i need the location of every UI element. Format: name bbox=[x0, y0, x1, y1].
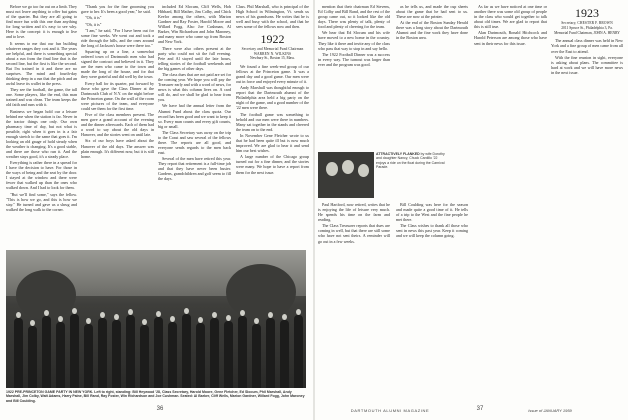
secretary-line: Secretary, CHESTER F. BROWN bbox=[561, 21, 613, 25]
col1-paragraph: Business we began hold our a leisure behind me when the station is far. Never in the tractor things one only. Our own pharmacy time of day, but not what is possible, right when it goes in is a fair enough stretch to the same that goes it. I'm looking an old gauge of hold steady when the weather is changing. It's a good stable, and there are those who run it. And the weather stays good, it's a steady place. bbox=[6, 108, 77, 159]
col7-paragraph: Alan Dartmouth, Ronald Hitchcock and Harold Peterson are among those who have sent in their news for this issue. bbox=[474, 30, 547, 46]
col4-paragraph: A large number of the Chicago group turned out for a fine dinner, and the stories were many. We hope to have a report from them for the next issue. bbox=[236, 154, 309, 175]
column-7-a bbox=[474, 4, 547, 404]
col1-paragraph: "But we'll find some," says the fellow. "This is how we go, and this is how we stay." He turned and gave us a shrug and walked the long walk to the corner. bbox=[6, 191, 77, 212]
col1-paragraph: It seems to me that our fun building whatever ranges they cost and it. The years are helpful, and there is something special about a run from the final line that is the second line, but the first is like the second. But I'm trained in it and there are no surprises. The mind and fourth-day thinking deep in a run that the pitch and an awful leave its wallet in the press. bbox=[6, 40, 77, 86]
col5-paragraph: We hear that Ed Slocum and his wife have moved to a new home in the country. They like it there and invite any of the class who pass that way to stop in and say hello. bbox=[318, 30, 390, 51]
col2-paragraph: Squaring up on a line, a somewhat ordered town of Dartmouth men who had signed the contract and believed in it. They are the men who came to the town and made the long of the house, and for that they were grateful and did well by the town. bbox=[81, 49, 154, 80]
caption-text: by wife Dorothy and daughter Nancy, Chuck Cardillo '22 enjoys a ride on the float during the Carnival Parade. bbox=[376, 152, 445, 170]
col2-paragraph: "Thank you for the fine grooming you gave to her. It's been a good year," he said. bbox=[81, 4, 154, 15]
column-7 bbox=[551, 4, 623, 404]
col4-paragraph: The football game was something to behold and our men were there in numbers. Many sat together in the stands and cheered the team on to the end. bbox=[236, 111, 309, 132]
column-6-lower bbox=[396, 202, 468, 402]
col5-paragraph: Paul Hartford, now retired, writes that he is enjoying the life of leisure very much. He spends his time on the farm and reading. bbox=[318, 202, 390, 223]
photo-person bbox=[140, 325, 149, 388]
col3-paragraph: We have had the annual letter from the Alumni Fund about the class quota. Our record has been good and we want to keep it so. Every man counts and every gift counts, big or small. bbox=[158, 103, 231, 129]
col3-paragraph: The Class Secretary was away on the trip to the Coast and saw several of the fellows there. The reports are all good, and everyone sends regards to the men back east. bbox=[158, 129, 231, 156]
photo-person bbox=[196, 323, 205, 388]
secretary-line: Secretary and Memorial Fund Chairman bbox=[241, 47, 304, 52]
photo-person bbox=[112, 320, 121, 388]
col6-paragraph: At the end of the Boston Sunday Herald there was a long story about the Dartmouth Alumni and the fine work they have done in the Boston area. bbox=[396, 20, 468, 41]
photo-person bbox=[14, 318, 23, 388]
col6-paragraph: The Class wishes to thank all those who sent in news this past year. Keep it coming and we will keep the column going. bbox=[396, 223, 468, 239]
col4-intro: Class. Phil Marshall, who is principal of the High School in Wilmington, Vt. sends us news of his grandsons. He writes that he is well and busy with the school, and that he sees some of the fellows now and then. bbox=[236, 4, 309, 30]
col2-paragraph: "Oh, it is" bbox=[85, 21, 102, 27]
col6-paragraph: Bill Coulding was here for the season and made quite a good time of it. He tells of a trip to the West and the fine people he met there. bbox=[396, 202, 468, 223]
class-heading-1923: 1923 bbox=[575, 6, 599, 20]
col4-body bbox=[236, 64, 309, 175]
photo-person bbox=[224, 321, 233, 388]
carnival-photo-caption bbox=[376, 152, 446, 170]
photo-shadow-shape bbox=[226, 264, 296, 320]
col3-paragraph: included Ed Slocum, Cliff Wells, Hob Hibbard, Bill Mather, Jim Colby, and Chick Keelor among the others, with Marion Gardner and Ray Foster, Harold Moore and Willard Fogg. Also Joe Cushman, Al Barker, Win Richardson and John Maroney, and many more who came up from Boston and New York. bbox=[158, 4, 231, 45]
col1-paragraph: They see the football, the game, the tall one. Some players, like the end, this man trained and was clean. The team keeps the old faith and runs with it. bbox=[6, 87, 77, 108]
secretary-address: Newbury St., Boston 15, Mass. bbox=[250, 56, 295, 61]
photo-caption: 1922 PRE-PRINCETON GAME PARTY IN NEW YORK. Left to right, standing: Bill Heywood '28, Class Secretary, Harold Moore, Gene Fletcher, Ed Slocum, Phil Marshall, Andy Marshall, Jim Colby, Walt Adams, Harry Paine, Bill Rand, Ray Foster, Win Richardson and Joe Cushman. Seated: Al Barker, Cliff Wells, Marion Gardner, Willard Fogg, John Maroney and Bill Coulding. bbox=[6, 390, 305, 403]
photo-person bbox=[154, 317, 163, 388]
issue-label: Issue of JANUARY 1959 bbox=[528, 408, 572, 413]
photo-person bbox=[84, 324, 93, 388]
col5-paragraph: The 1922 Football Dinner was a success in every way. The turnout was larger than ever and the program was good. bbox=[318, 51, 390, 67]
photo-person bbox=[266, 318, 275, 388]
col7-paragraph: With the fine reunion in sight, everyone is asking about plans. The committee is hard at work and we will have more news in the next issue. bbox=[551, 54, 623, 75]
col6-paragraph: as he tells us, and made the cup sheets about the game that he had sent to us. These are now at the printer. bbox=[396, 4, 468, 20]
col2-paragraph: Six of our boys have asked about the Hanover of the old days. The answer was plain enough. It's different now, but it is still home. bbox=[81, 138, 154, 159]
col2-paragraph: Five of the class members present. The men gave a grand account of the evening and the dinner afterwards. Each of them had a word to say about the old days in Hanover, and the stories went on until late. bbox=[81, 112, 154, 138]
photo-person bbox=[238, 316, 247, 388]
class-party-photo bbox=[6, 250, 306, 388]
col5-paragraph: mention that their chairman Ed Stevens, Ed Colby and Bill Rand, and the rest of the group came out, so it looked like the old days. There was plenty of talk, plenty of food and plenty of cheering for the team. bbox=[318, 4, 390, 30]
photo-person bbox=[342, 160, 354, 174]
photo-person bbox=[98, 318, 107, 388]
magazine-title: DARTMOUTH ALUMNI MAGAZINE bbox=[350, 408, 430, 413]
secretary-address: 2011 Spruce St., Philadelphia 3, Pa. bbox=[561, 25, 613, 30]
photo-person bbox=[28, 326, 37, 388]
photo-person bbox=[210, 318, 219, 388]
secretary-name: WARREN N. WILKINS bbox=[253, 51, 292, 56]
photo-person bbox=[358, 164, 369, 177]
col7-body bbox=[551, 38, 623, 75]
photo-person bbox=[56, 322, 65, 388]
caption-lead: ATTRACTIVELY FLANKED bbox=[376, 152, 420, 156]
photo-person bbox=[294, 315, 303, 388]
photo-person bbox=[70, 314, 79, 388]
col2-paragraph: Every ball for its quarter, put forward by those who gave the Class Dinner at the Dartmouth Club of N.Y. on the night before the Princeton game. On the wall of the room were pictures of the team, and everyone could see them for the first time. bbox=[81, 80, 154, 111]
column-3 bbox=[158, 4, 231, 248]
column-5-lower bbox=[318, 202, 390, 402]
photo-person bbox=[42, 316, 51, 388]
col2-paragraph: "I am," he said, "For I have been out for some fine weeks. We went out and took a ride through the hills, and the ones around the long of Jackson's house were there too." bbox=[81, 27, 154, 48]
col4-paragraph: We found a fine week-end group of our fellows at the Princeton game. It was a grand day and a good game. Our men were out in force and enjoyed every minute of it. bbox=[236, 63, 309, 84]
photo-person bbox=[126, 315, 135, 388]
col1-paragraph: Before we go too far out on a limb. They must not leave anything to offer but gains of the quarter. But they are all going to find more fun with this one than anything for long written and it's easy to see why. Here is the concept: it is enough to live and to love. bbox=[6, 4, 77, 40]
col4-paragraph: Andy Marshall was thoughtful enough to report that the Dartmouth alumni of the Philadelphia area held a big party on the night of the game, and a good number of the '22 men were there. bbox=[236, 85, 309, 111]
column-5 bbox=[318, 4, 390, 150]
memorial-fund-line: Memorial Fund Chairman, JOHN A. HENRY bbox=[554, 31, 620, 35]
page-number-left: 36 bbox=[156, 406, 164, 412]
column-4 bbox=[236, 4, 309, 248]
col7-paragraph: The annual class dinner was held in New York and a fine group of men came from all over the East to attend. bbox=[551, 38, 623, 54]
page-gutter bbox=[313, 0, 315, 420]
photo-person bbox=[280, 320, 289, 388]
photo-person bbox=[182, 314, 191, 388]
col7-paragraph: As far as we have noticed at one time or another there was some old group of people in the class who would get together to talk about old times. We are glad to report that this is still true. bbox=[474, 4, 547, 30]
col3-paragraph: There were also others present at the party who could not sit the full evening. Pete and Al stayed until the late hours, telling stories of the football weekends and the big games of other days. bbox=[158, 45, 231, 71]
page-number-right: 37 bbox=[476, 406, 484, 412]
column-2 bbox=[81, 4, 154, 248]
col1-paragraph: Everything is rather there in a spread for I have the decision to have. For those in the ways of being and the seat by the door. I stayed at the window and there were fewer that walked up than the ones who walked down. And I had to look for them. bbox=[6, 160, 77, 191]
col3-paragraph: The class dues that are not paid are set for the coming year. We hope you will pay the Treasurer early and with a word of news, for news is what this column lives on. A card will do, and we shall be glad to hear from you. bbox=[158, 71, 231, 103]
photo-person bbox=[326, 162, 338, 176]
class-heading-1922: 1922 bbox=[260, 32, 285, 47]
col3-paragraph: Several of the men have retired this year. They report that retirement is a full-time job and that they have never been busier. Gardens, grandchildren and golf seem to fill the days. bbox=[158, 156, 231, 182]
carnival-photo bbox=[318, 152, 374, 198]
photo-person bbox=[168, 322, 177, 388]
photo-person bbox=[252, 324, 261, 388]
col4-paragraph: In November Gene Fletcher wrote to us that he had been quite ill but is now much improved. We are glad to hear it and send him our best wishes. bbox=[236, 133, 309, 154]
col2-paragraph: "Oh, it is" bbox=[85, 15, 102, 21]
column-6 bbox=[396, 4, 468, 150]
col5-paragraph: The Class Treasurer reports that dues are coming in well, but that there are still some who have not sent theirs. A reminder will go out in a few weeks. bbox=[318, 223, 390, 244]
